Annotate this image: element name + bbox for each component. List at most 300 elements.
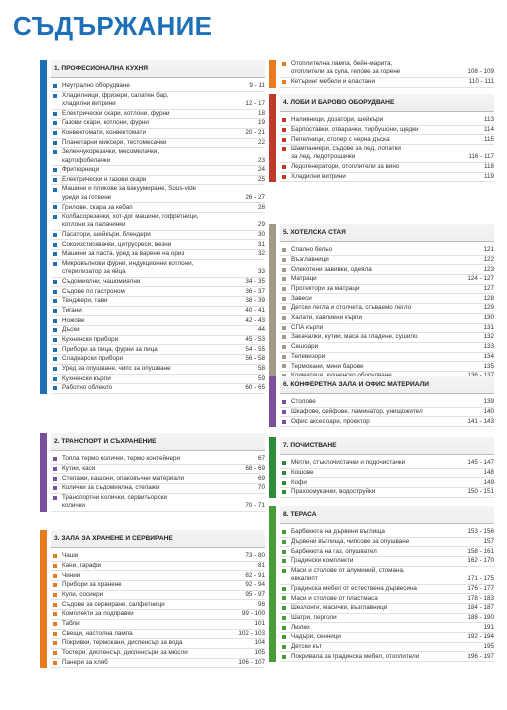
bullet-square-icon: [282, 80, 286, 84]
bullet-square-icon: [53, 641, 57, 645]
entry-title: Уред за опушване, чипс за опушване: [62, 365, 171, 373]
entry-page-range: 24: [257, 166, 265, 174]
entry-title: Барбекюта на дървени въглища: [291, 528, 385, 536]
toc-entry[interactable]: [280, 246, 494, 256]
entry-page-range: 82 - 91: [245, 571, 265, 579]
bullet-square-icon: [53, 486, 57, 490]
entry-title: Колички за съдомиялна, стелажи: [62, 484, 160, 492]
toc-entry[interactable]: [51, 455, 265, 465]
section-item-list: [280, 394, 494, 427]
bullet-square-icon: [282, 62, 286, 66]
toc-entry[interactable]: [51, 129, 265, 139]
entry-page-range: 184 - 187: [467, 604, 494, 612]
entry-title: Спално бельо: [291, 246, 333, 254]
entry-title: Панери за хляб: [62, 658, 108, 666]
entry-title: Пепелници, стопер с черна дъска: [291, 135, 390, 143]
entry-title: Табли: [62, 620, 80, 628]
toc-entry[interactable]: [280, 567, 494, 585]
bullet-square-icon: [53, 112, 57, 116]
entry-title: Хладилници, фризери, салатен бар, хладилни витрини: [62, 91, 169, 108]
toc-entry[interactable]: [280, 78, 494, 88]
entry-page-range: 70: [257, 484, 265, 492]
toc-entry[interactable]: [280, 304, 494, 314]
bullet-square-icon: [282, 326, 286, 330]
entry-page-range: 188 - 190: [467, 613, 494, 621]
bullet-square-icon: [282, 128, 286, 132]
bullet-square-icon: [53, 612, 57, 616]
entry-title: Дървени въглища, чипсове за опушване: [291, 537, 410, 545]
toc-entry[interactable]: [280, 60, 494, 78]
entry-page-range: 28: [257, 203, 265, 211]
entry-title: Зеленчукорезачки, месомелачки, картофобелачки: [62, 148, 160, 164]
toc-entry[interactable]: [280, 173, 494, 183]
section-color-bar: [40, 530, 47, 668]
toc-entry[interactable]: [51, 316, 265, 326]
entry-page-range: 98: [257, 600, 265, 608]
toc-entry[interactable]: [51, 552, 265, 562]
entry-page-range: 134: [483, 352, 494, 360]
toc-entry[interactable]: [51, 365, 265, 375]
toc-entry[interactable]: [280, 623, 494, 633]
toc-entry[interactable]: [51, 297, 265, 307]
bullet-square-icon: [53, 651, 57, 655]
toc-entry[interactable]: [280, 398, 494, 408]
toc-entry[interactable]: [280, 557, 494, 567]
bullet-square-icon: [53, 328, 57, 332]
entry-page-range: 129: [483, 304, 494, 312]
entry-title: Електрически и газови скари: [62, 176, 147, 184]
toc-entry[interactable]: [280, 294, 494, 304]
entry-title: Шкафове, сейфове, ламинатор, унищожител: [291, 407, 423, 415]
bullet-square-icon: [53, 467, 57, 471]
entry-page-range: 149: [483, 478, 494, 486]
entry-title: Шезлонги, масички, възглавници: [291, 604, 388, 612]
bullet-square-icon: [53, 168, 57, 172]
entry-page-range: 140: [483, 407, 494, 415]
toc-entry[interactable]: [280, 643, 494, 653]
entry-title: Транспортни колички, сервитьорски колички: [62, 493, 168, 510]
toc-entry[interactable]: [51, 92, 265, 110]
entry-page-range: 29: [257, 221, 265, 229]
toc-section-dining: [51, 530, 265, 668]
entry-page-range: 121: [483, 246, 494, 254]
toc-entry[interactable]: [51, 287, 265, 297]
toc-entry[interactable]: [51, 231, 265, 241]
toc-entry[interactable]: [280, 633, 494, 643]
bullet-square-icon: [53, 290, 57, 294]
bullet-square-icon: [282, 616, 286, 620]
section-color-bar: [40, 60, 47, 394]
entry-title: Олекотени завивки, одеяла: [291, 265, 372, 273]
toc-entry[interactable]: [51, 620, 265, 630]
toc-entry[interactable]: [51, 307, 265, 317]
entry-page-range: 81: [257, 561, 265, 569]
toc-entry[interactable]: [51, 139, 265, 149]
toc-entry[interactable]: [280, 478, 494, 488]
entry-title: Съдове за сервиране, салфетници: [62, 600, 165, 608]
bullet-square-icon: [282, 165, 286, 169]
section-heading: 6. КОНФЕРЕТНА ЗАЛА И ОФИС МАТЕРИАЛИ: [280, 376, 494, 394]
bullet-square-icon: [53, 215, 57, 219]
entry-page-range: 60 - 65: [245, 384, 265, 392]
bullet-square-icon: [282, 268, 286, 272]
bullet-square-icon: [282, 297, 286, 301]
entry-title: Тигани: [62, 306, 82, 314]
entry-title: Прибори за хранене: [62, 581, 122, 589]
bullet-square-icon: [53, 338, 57, 342]
entry-page-range: 118: [483, 163, 494, 171]
entry-page-range: 40 - 41: [245, 306, 265, 314]
toc-entry[interactable]: [280, 353, 494, 363]
toc-entry[interactable]: [280, 265, 494, 275]
entry-page-range: 124 - 127: [467, 275, 494, 283]
toc-entry[interactable]: [51, 203, 265, 213]
entry-page-range: 56 - 58: [245, 355, 265, 363]
entry-page-range: 106 - 107: [238, 658, 265, 666]
bullet-square-icon: [53, 477, 57, 481]
entry-page-range: 92 - 94: [245, 581, 265, 589]
toc-entry[interactable]: [280, 116, 494, 126]
bullet-square-icon: [282, 138, 286, 142]
entry-page-range: 191: [483, 623, 494, 631]
bullet-square-icon: [282, 420, 286, 424]
entry-title: Отоплителна лампа, бейн-марита, отоплители за супа, гелове за горене: [291, 60, 401, 76]
toc-entry[interactable]: [280, 126, 494, 136]
toc-entry[interactable]: [51, 82, 265, 92]
entry-title: Кетъринг мебели и еластани: [291, 78, 376, 86]
toc-section-dining-cont: [280, 60, 494, 88]
toc-entry[interactable]: [51, 571, 265, 581]
entry-title: Електрически скари, котлони, фурни: [62, 109, 170, 117]
toc-entry[interactable]: [51, 345, 265, 355]
entry-page-range: 32: [257, 250, 265, 258]
entry-title: Прибори за пица, фурни за пица: [62, 345, 158, 353]
bullet-square-icon: [282, 335, 286, 339]
entry-title: Чадъри, сенници: [291, 633, 341, 641]
toc-entry[interactable]: [280, 314, 494, 324]
bullet-square-icon: [53, 377, 57, 381]
entry-page-range: 58: [257, 365, 265, 373]
toc-entry[interactable]: [51, 659, 265, 669]
entry-page-range: 116 - 117: [468, 153, 494, 161]
bullet-square-icon: [53, 386, 57, 390]
entry-title: Фритюрници: [62, 166, 100, 174]
toc-entry[interactable]: [280, 343, 494, 353]
toc-entry[interactable]: [51, 355, 265, 365]
section-heading: 2. ТРАНСПОРТ И СЪХРАНЕНИЕ: [51, 433, 265, 451]
bullet-square-icon: [282, 626, 286, 630]
bullet-square-icon: [282, 410, 286, 414]
entry-page-range: 101: [254, 620, 265, 628]
entry-page-range: 178 - 183: [467, 594, 494, 602]
entry-title: Градинска мебел от естествена дървесина: [291, 584, 417, 592]
entry-title: Конвектомати, конвектомати: [62, 129, 146, 137]
toc-entry[interactable]: [280, 604, 494, 614]
entry-title: Кухненски кърпи: [62, 374, 111, 382]
entry-title: Газови скари, котлони, фурни: [62, 119, 149, 127]
toc-entry[interactable]: [51, 336, 265, 346]
entry-title: Наливници, дозатори, шейкъри: [291, 116, 384, 124]
entry-page-range: 148: [483, 468, 494, 476]
section-item-list: [280, 60, 494, 88]
entry-title: Прахосмукачки, водоструйки: [291, 488, 376, 496]
toc-entry[interactable]: [280, 333, 494, 343]
toc-entry[interactable]: [51, 600, 265, 610]
entry-title: Тостери, диспенсър, диспенсъри за мюсли: [62, 649, 188, 657]
toc-entry[interactable]: [51, 591, 265, 601]
bullet-square-icon: [282, 248, 286, 252]
entry-page-range: 68 - 69: [245, 464, 265, 472]
toc-entry[interactable]: [51, 649, 265, 659]
entry-page-range: 115: [483, 135, 494, 143]
entry-page-range: 95 - 97: [245, 591, 265, 599]
toc-entry[interactable]: [280, 594, 494, 604]
entry-page-range: 42 - 43: [245, 316, 265, 324]
entry-title: Сладкарски прибори: [62, 355, 124, 363]
toc-entry[interactable]: [51, 384, 265, 394]
entry-page-range: 139: [483, 398, 494, 406]
toc-entry[interactable]: [280, 528, 494, 538]
bullet-square-icon: [53, 357, 57, 361]
toc-entry[interactable]: [280, 362, 494, 372]
entry-page-range: 26 - 27: [245, 193, 265, 201]
toc-entry[interactable]: [280, 652, 494, 662]
entry-title: Барпоставки, отварачки, тирбушони, щедки: [291, 125, 419, 133]
bullet-square-icon: [53, 583, 57, 587]
section-item-list: [280, 112, 494, 182]
toc-section-conference: [280, 376, 494, 427]
entry-title: Сешоари: [291, 343, 319, 351]
entry-page-range: 108 - 109: [467, 68, 494, 76]
toc-entry[interactable]: [280, 547, 494, 557]
entry-page-range: 133: [483, 343, 494, 351]
entry-page-range: 12 - 17: [245, 100, 265, 108]
bullet-square-icon: [282, 481, 286, 485]
toc-entry[interactable]: [280, 163, 494, 173]
bullet-square-icon: [282, 530, 286, 534]
entry-title: Барбекюта на газ, опушвател: [291, 547, 377, 555]
toc-entry[interactable]: [280, 275, 494, 285]
toc-entry[interactable]: [51, 260, 265, 278]
bullet-square-icon: [53, 622, 57, 626]
entry-title: Халати, хавлиени кърпи: [291, 314, 362, 322]
entry-title: Микровълнови фурни, индукционни котлони, стерилизатор за яйца: [62, 259, 194, 276]
toc-entry[interactable]: [51, 250, 265, 260]
entry-title: СПА кърпи: [291, 323, 324, 331]
toc-entry[interactable]: [51, 465, 265, 475]
entry-title: Протектори за матраци: [291, 285, 360, 293]
entry-title: Чаши: [62, 552, 79, 560]
entry-title: Кутии, каси: [62, 464, 96, 472]
entry-page-range: 110 - 111: [468, 78, 494, 86]
entry-title: Съдомиялни, чашомиялни: [62, 277, 141, 285]
toc-entry[interactable]: [280, 538, 494, 548]
entry-page-range: 34 - 35: [245, 277, 265, 285]
entry-title: Шампаниери, съдове за лед, лопатки за лед, ледотрошачки: [291, 145, 401, 161]
entry-page-range: 23: [257, 156, 265, 164]
toc-entry[interactable]: [51, 562, 265, 572]
toc-entry[interactable]: [51, 213, 265, 231]
toc-section-transport: [51, 433, 265, 512]
toc-entry[interactable]: [51, 110, 265, 120]
entry-title: Хладилни витрини: [291, 172, 346, 180]
entry-title: Ножове: [62, 316, 85, 324]
entry-page-range: 104: [254, 639, 265, 647]
section-item-list: [51, 78, 265, 394]
toc-entry[interactable]: [51, 166, 265, 176]
section-color-bar: [269, 376, 276, 427]
entry-title: Кофи: [291, 478, 307, 486]
toc-entry[interactable]: [280, 285, 494, 295]
entry-page-range: 145 - 147: [467, 459, 494, 467]
toc-entry[interactable]: [280, 324, 494, 334]
toc-entry[interactable]: [51, 474, 265, 484]
entry-title: Чинии: [62, 571, 81, 579]
entry-title: Завеси: [291, 294, 312, 302]
entry-title: Неутрално оборудване: [62, 82, 130, 90]
entry-title: Машини за паста, уред за варене на ориз: [62, 250, 185, 258]
entry-page-range: 135: [483, 362, 494, 370]
bullet-square-icon: [282, 306, 286, 310]
entry-title: Дъски: [62, 326, 80, 334]
bullet-square-icon: [53, 141, 57, 145]
entry-page-range: 22: [257, 138, 265, 146]
entry-title: Офис аксесоари, проектор: [291, 417, 370, 425]
bullet-square-icon: [53, 262, 57, 266]
entry-page-range: 158 - 161: [467, 547, 494, 555]
toc-entry[interactable]: [51, 494, 265, 512]
toc-entry[interactable]: [51, 119, 265, 129]
toc-entry[interactable]: [280, 488, 494, 498]
bullet-square-icon: [282, 471, 286, 475]
entry-page-range: 122: [483, 255, 494, 263]
bullet-square-icon: [53, 121, 57, 125]
bullet-square-icon: [282, 596, 286, 600]
toc-entry[interactable]: [51, 639, 265, 649]
toc-section-hotel: [280, 224, 494, 382]
entry-title: Люлки: [291, 623, 310, 631]
section-heading: 1. ПРОФЕСИОНАЛНА КУХНЯ: [51, 60, 265, 78]
bullet-square-icon: [282, 287, 286, 291]
toc-section-terrace: [280, 506, 494, 662]
bullet-square-icon: [282, 355, 286, 359]
entry-page-range: 19: [257, 119, 265, 127]
toc-entry[interactable]: [51, 176, 265, 186]
entry-title: Планетарни миксери, тестомесачки: [62, 138, 167, 146]
toc-entry[interactable]: [51, 278, 265, 288]
section-color-bar: [269, 94, 276, 182]
bullet-square-icon: [53, 564, 57, 568]
entry-page-range: 38 - 39: [245, 297, 265, 305]
bullet-square-icon: [53, 150, 57, 154]
entry-title: Матраци: [291, 275, 317, 283]
entry-title: Топла термо колички, термо контейнери: [62, 455, 181, 463]
toc-entry[interactable]: [280, 585, 494, 595]
entry-page-range: 153 - 156: [467, 528, 494, 536]
section-heading: 4. ЛОБИ И БАРОВО ОБОРУДВАНЕ: [280, 94, 494, 112]
bullet-square-icon: [282, 550, 286, 554]
toc-entry[interactable]: [51, 148, 265, 166]
entry-title: Маси и столове от алуминий, стомана, евкалипт: [291, 566, 405, 583]
page-title: СЪДЪРЖАНИЕ: [13, 11, 213, 41]
entry-page-range: 70 - 71: [245, 502, 265, 510]
bullet-square-icon: [282, 540, 286, 544]
bullet-square-icon: [282, 175, 286, 179]
entry-title: Пасатори, шейкъри, блендери: [62, 231, 151, 239]
entry-page-range: 131: [483, 323, 494, 331]
section-heading: 5. ХОТЕЛСКА СТАЯ: [280, 224, 494, 242]
toc-entry[interactable]: [280, 417, 494, 427]
section-heading: 8. ТЕРАСА: [280, 506, 494, 524]
section-heading: 7. ПОЧИСТВАНЕ: [280, 437, 494, 455]
entry-page-range: 54 - 55: [245, 345, 265, 353]
entry-title: Кани, гарафи: [62, 561, 102, 569]
toc-entry[interactable]: [51, 326, 265, 336]
toc-entry[interactable]: [51, 185, 265, 203]
entry-title: Свещи, настолна лампа: [62, 629, 133, 637]
entry-page-range: 150 - 151: [467, 488, 494, 496]
bullet-square-icon: [282, 490, 286, 494]
toc-entry[interactable]: [51, 484, 265, 494]
section-color-bar: [40, 433, 47, 512]
bullet-square-icon: [53, 299, 57, 303]
entry-page-range: 59: [257, 374, 265, 382]
toc-entry[interactable]: [280, 135, 494, 145]
bullet-square-icon: [53, 367, 57, 371]
toc-entry[interactable]: [280, 145, 494, 163]
section-heading: 3. ЗАЛА ЗА ХРАНЕНЕ И СЕРВИРАНЕ: [51, 530, 265, 548]
toc-entry[interactable]: [280, 256, 494, 266]
entry-page-range: 127: [483, 285, 494, 293]
toc-entry[interactable]: [280, 614, 494, 624]
entry-page-range: 141 - 143: [467, 417, 494, 425]
section-color-bar: [269, 224, 276, 382]
toc-entry[interactable]: [280, 459, 494, 469]
toc-entry[interactable]: [51, 240, 265, 250]
bullet-square-icon: [53, 574, 57, 578]
bullet-square-icon: [53, 178, 57, 182]
entry-title: Кухненски прибори: [62, 336, 119, 344]
entry-title: Комплекти за подправки: [62, 610, 134, 618]
bullet-square-icon: [53, 496, 57, 500]
entry-page-range: 25: [257, 176, 265, 184]
bullet-square-icon: [53, 131, 57, 135]
bullet-square-icon: [53, 632, 57, 636]
toc-entry[interactable]: [51, 581, 265, 591]
bullet-square-icon: [53, 243, 57, 247]
entry-page-range: 157: [483, 537, 494, 545]
entry-page-range: 123: [483, 265, 494, 273]
toc-entry[interactable]: [51, 630, 265, 640]
toc-entry[interactable]: [51, 375, 265, 385]
entry-page-range: 114: [483, 125, 494, 133]
toc-entry[interactable]: [51, 610, 265, 620]
bullet-square-icon: [53, 457, 57, 461]
section-item-list: [280, 242, 494, 382]
entry-page-range: 119: [483, 172, 494, 180]
entry-title: Кошове: [291, 468, 314, 476]
entry-title: Телевизори: [291, 352, 326, 360]
bullet-square-icon: [53, 233, 57, 237]
entry-page-range: 20 - 21: [245, 129, 265, 137]
toc-entry[interactable]: [280, 408, 494, 418]
bullet-square-icon: [53, 603, 57, 607]
toc-entry[interactable]: [280, 469, 494, 479]
bullet-square-icon: [53, 554, 57, 558]
entry-page-range: 73 - 80: [245, 552, 265, 560]
entry-title: Шатри, перголи: [291, 613, 337, 621]
bullet-square-icon: [282, 587, 286, 591]
